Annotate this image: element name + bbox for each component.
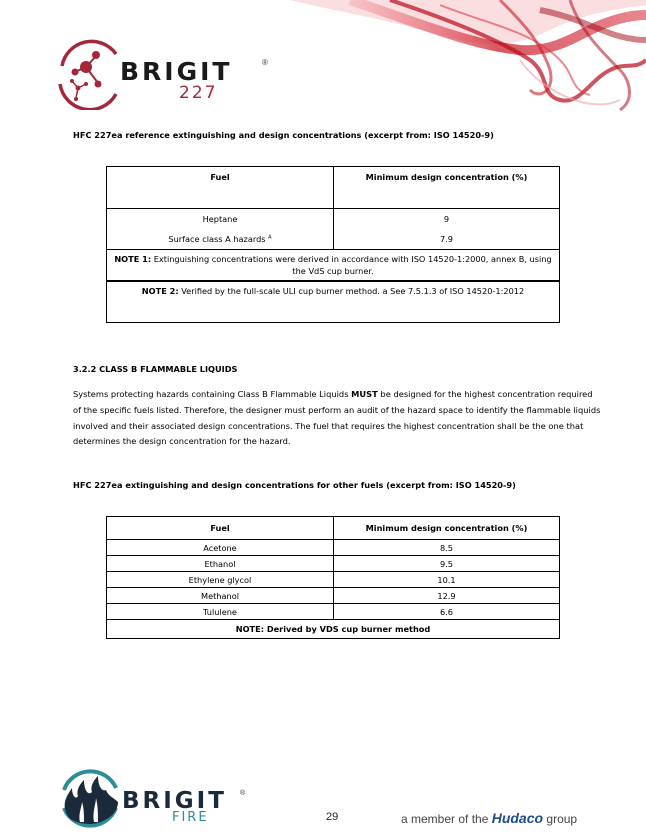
paragraph-text: be designed for the highest concentration required of the specific fuels listed. Therefore, the designer must perform an audit of the hazard space to identify the flammable liquids involved and their associated design concentrations. The fuel that requires the highest concentration shall be the one that determines the design concentration for the hazard. — [73, 389, 601, 447]
note1-label: NOTE 1: — [114, 254, 152, 264]
column-header-concentration: Minimum design concentration (%) — [334, 167, 560, 209]
table-row — [107, 604, 560, 620]
table-row — [107, 556, 560, 572]
paragraph-text: Systems protecting hazards containing Class B Flammable Liquids — [73, 389, 352, 399]
concentration-cell: 9.5 — [334, 556, 560, 572]
table-header-row — [107, 517, 560, 540]
concentration-cell: 12.9 — [334, 588, 560, 604]
fuel-cell: Methanol — [107, 588, 334, 604]
fuel-cell: Ethylene glycol — [107, 572, 334, 588]
note1-cell — [107, 250, 560, 282]
concentration-cell: 7.9 — [439, 234, 454, 244]
fuel-cell: Acetone — [107, 540, 334, 556]
other-fuels-concentrations-table — [106, 516, 560, 639]
table-header-row — [107, 167, 560, 209]
table-row — [107, 572, 560, 588]
note-row — [107, 281, 560, 323]
footer-brand-name: BRIGIT — [122, 788, 227, 814]
table2-caption: HFC 227ea extinguishing and design concentrations for other fuels (excerpt from: ISO 14520-9) — [73, 480, 516, 490]
column-header-fuel: Fuel — [107, 517, 334, 540]
red-smoke-graphic — [290, 0, 646, 120]
fuel-cell: Tululene — [107, 604, 334, 620]
section-paragraph — [73, 387, 603, 450]
reference-concentrations-table — [106, 166, 560, 323]
note-row — [107, 250, 560, 282]
fuel-cell: Heptane — [107, 209, 334, 230]
section-heading: 3.2.2 CLASS B FLAMMABLE LIQUIDS — [73, 364, 238, 374]
emphasis-must: MUST — [351, 389, 378, 399]
fuel-cell — [107, 229, 334, 250]
footer-product-name: FIRE — [172, 810, 209, 825]
table-row — [107, 540, 560, 556]
note-row — [107, 620, 560, 639]
note2-text: Verified by the full-scale ULI cup burner method. a See 7.5.1.3 of ISO 14520-1:2012 — [178, 286, 525, 296]
table-row — [107, 229, 560, 250]
hudaco-logo-text: Hudaco — [491, 810, 544, 826]
note2-label: NOTE 2: — [141, 286, 179, 296]
brigit-fire-flame-logo-icon — [58, 766, 122, 830]
concentration-cell: 9 — [443, 214, 450, 224]
concentration-cell: 10.1 — [334, 572, 560, 588]
brand-name: BRIGIT — [120, 57, 233, 86]
footer-registered-mark: ® — [240, 790, 246, 797]
product-name: 227 — [179, 83, 218, 103]
fuel-name: Surface class A hazards — [168, 234, 266, 244]
registered-mark: ® — [262, 58, 268, 67]
member-suffix: group — [543, 812, 578, 826]
concentration-cell: 6.6 — [334, 604, 560, 620]
column-header-concentration: Minimum design concentration (%) — [334, 517, 560, 540]
footnote-marker: A — [268, 234, 272, 241]
fuel-cell: Ethanol — [107, 556, 334, 572]
table-row — [107, 209, 560, 230]
page-number: 29 — [326, 811, 339, 823]
note2-cell — [107, 281, 560, 323]
column-header-fuel: Fuel — [107, 167, 334, 209]
table-row — [107, 588, 560, 604]
member-prefix: a member of the — [401, 812, 492, 826]
member-of-group-tagline — [401, 810, 577, 826]
concentration-cell: 8.5 — [334, 540, 560, 556]
table1-caption: HFC 227ea reference extinguishing and design concentrations (excerpt from: ISO 14520-9) — [73, 130, 494, 140]
note1-text: Extinguishing concentrations were derived in accordance with ISO 14520-1:2000, annex B, using the VdS cup burner. — [151, 254, 552, 276]
note-cell: NOTE: Derived by VDS cup burner method — [107, 620, 560, 639]
